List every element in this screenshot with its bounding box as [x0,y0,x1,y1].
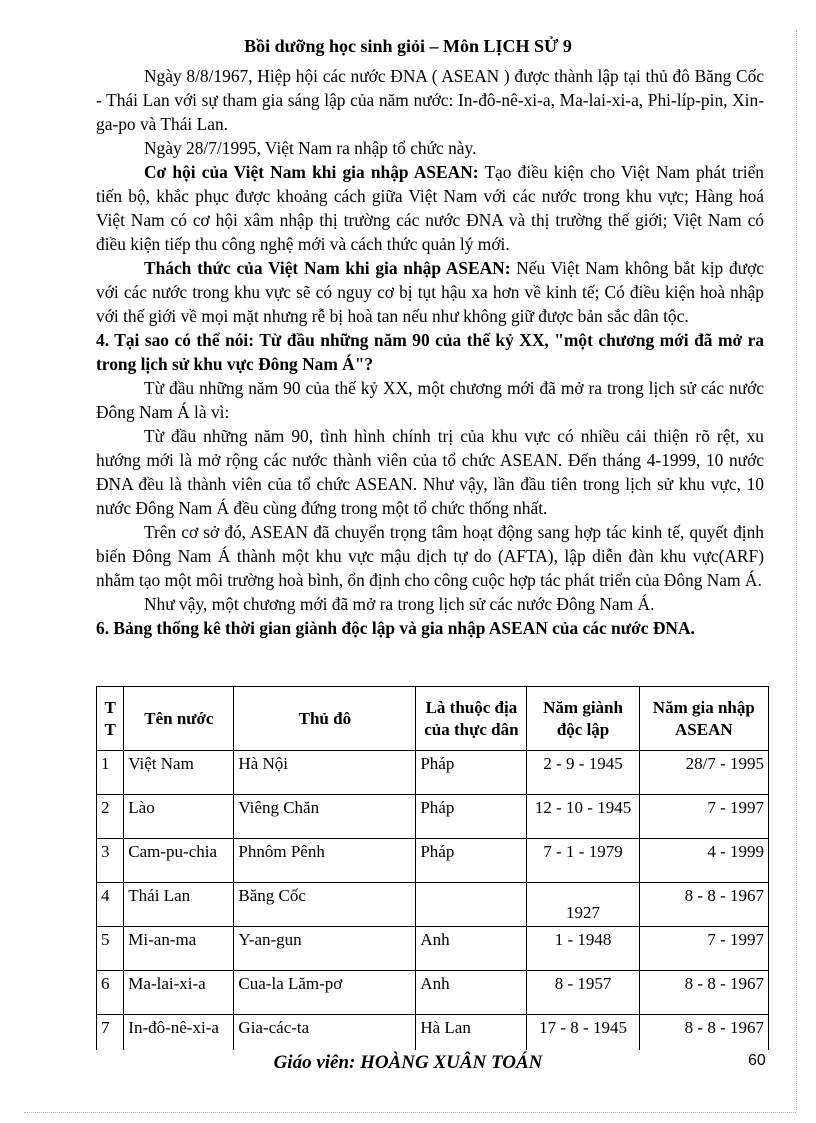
cell-tt: 1 [97,751,124,795]
header-colonizer: Là thuộc địa của thực dân [416,687,527,751]
cell-independence: 1927 [527,883,639,927]
header-tt: T T [97,687,124,751]
cell-country: Cam-pu-chia [124,839,234,883]
cell-independence: 12 - 10 - 1945 [527,795,639,839]
cell-tt: 2 [97,795,124,839]
paragraph: Ngày 28/7/1995, Việt Nam ra nhập tổ chức này. [144,138,477,158]
cell-capital: Gia-các-ta [234,1015,416,1051]
paragraph: Ngày 8/8/1967, Hiệp hội các nước ĐNA ( ASEAN ) được thành lập tại thủ đô Băng Cốc - Thái Lan với sự tham gia sáng lập của năm nước: In-đô-nê-xi-a, Ma-lai-xi-a, Phi-líp-pin, Xin-ga-po và Thái Lan. [96,66,764,134]
cell-asean: 7 - 1997 [639,795,768,839]
header-asean: Năm gia nhập ASEAN [639,687,768,751]
cell-capital: Băng Cốc [234,883,416,927]
table-header-row [97,687,769,751]
cell-capital: Viêng Chăn [234,795,416,839]
cell-country: Thái Lan [124,883,234,927]
cell-asean: 8 - 8 - 1967 [639,883,768,927]
cell-asean: 28/7 - 1995 [639,751,768,795]
cell-country: Mi-an-ma [124,927,234,971]
cell-asean: 4 - 1999 [639,839,768,883]
header-capital: Thủ đô [234,687,416,751]
table-row [97,927,769,971]
table-row [97,883,769,927]
page-number: 60 [748,1052,766,1069]
cell-colonizer: Hà Lan [416,1015,527,1051]
cell-colonizer: Anh [416,971,527,1015]
paragraph-text: Nếu Việt Nam không bắt kịp được với các nước trong khu vực sẽ có nguy cơ bị tụt hậu xa hơn về kinh tế; Có điều kiện hoà nhập với thế giới về mọi mặt nhưng rễ bị hoà tan nếu như không giữ được bản sắc dân tộc. [96,258,764,326]
cell-capital: Y-an-gun [234,927,416,971]
header-independence: Năm giành độc lập [527,687,639,751]
question-heading: 6. Bảng thống kê thời gian giành độc lập và gia nhập ASEAN của các nước ĐNA. [96,618,695,638]
cell-tt: 7 [97,1015,124,1051]
cell-capital: Phnôm Pênh [234,839,416,883]
cell-colonizer: Anh [416,927,527,971]
cell-asean: 8 - 8 - 1967 [639,1015,768,1051]
cell-tt: 5 [97,927,124,971]
table-row [97,971,769,1015]
paragraph: Trên cơ sở đó, ASEAN đã chuyển trọng tâm hoạt động sang hợp tác kinh tế, quyết định biến Đông Nam Á thành một khu vực mậu dịch tự do (AFTA), lập diễn đàn khu vực(ARF) nhằm tạo một môi trường hoà bình, ổn định cho công cuộc hợp tác phát triển của Đông Nam Á. [96,522,764,590]
paragraph-text: Tạo điều kiện cho Việt Nam phát triển tiến bộ, khắc phục được khoảng cách giữa Việt Nam với các nước trong khu vực; Hàng hoá Việt Nam có cơ hội xâm nhập thị trường các nước ĐNA và thị trường thế giới; Việt Nam có điều kiện tiếp thu công nghệ mới và cách thức quản lý mới. [96,162,764,254]
paragraph: Như vậy, một chương mới đã mở ra trong lịch sử các nước Đông Nam Á. [144,594,655,614]
cell-tt: 3 [97,839,124,883]
page-header: Bồi dưỡng học sinh giỏi – Môn LỊCH SỬ 9 [244,36,572,56]
page-edge-bottom [24,1112,796,1113]
cell-independence: 7 - 1 - 1979 [527,839,639,883]
cell-country: Ma-lai-xi-a [124,971,234,1015]
cell-tt: 6 [97,971,124,1015]
cell-country: Lào [124,795,234,839]
cell-independence: 2 - 9 - 1945 [527,751,639,795]
cell-colonizer: Pháp [416,751,527,795]
cell-asean: 8 - 8 - 1967 [639,971,768,1015]
question-heading: 4. Tại sao có thể nói: Từ đầu những năm 90 của thế kỷ XX, "một chương mới đã mở ra trong lịch sử khu vực Đông Nam Á"? [96,330,764,374]
cell-colonizer: Pháp [416,839,527,883]
cell-independence: 1 - 1948 [527,927,639,971]
paragraph: Từ đầu những năm 90 của thế kỷ XX, một chương mới đã mở ra trong lịch sử các nước Đông Nam Á là vì: [96,378,764,422]
cell-country: In-đô-nê-xi-a [124,1015,234,1051]
table-row [97,795,769,839]
table-row [97,839,769,883]
bold-lead: Thách thức của Việt Nam khi gia nhập ASEAN: [144,258,511,278]
cell-independence: 17 - 8 - 1945 [527,1015,639,1051]
statistics-table [96,686,769,1050]
page-edge-right [796,30,797,1110]
cell-colonizer [416,883,527,927]
cell-asean: 7 - 1997 [639,927,768,971]
cell-independence: 8 - 1957 [527,971,639,1015]
cell-colonizer: Pháp [416,795,527,839]
bold-lead: Cơ hội của Việt Nam khi gia nhập ASEAN: [144,162,479,182]
cell-tt: 4 [97,883,124,927]
teacher-footer: Giáo viên: HOÀNG XUÂN TOÁN [273,1052,543,1073]
cell-country: Việt Nam [124,751,234,795]
cell-capital: Cua-la Lăm-pơ [234,971,416,1015]
paragraph: Từ đầu những năm 90, tình hình chính trị của khu vực có nhiều cải thiện rõ rệt, xu hướng mới là mở rộng các nước thành viên của tổ chức ASEAN. Đến tháng 4-1999, 10 nước ĐNA đều là thành viên của tổ chức ASEAN. Như vậy, lần đầu tiên trong lịch sử khu vực, 10 nước Đông Nam Á đều cùng đứng trong một tổ chức thống nhất. [96,426,764,518]
cell-capital: Hà Nội [234,751,416,795]
table-row [97,1015,769,1051]
table-row [97,751,769,795]
header-country: Tên nước [124,687,234,751]
